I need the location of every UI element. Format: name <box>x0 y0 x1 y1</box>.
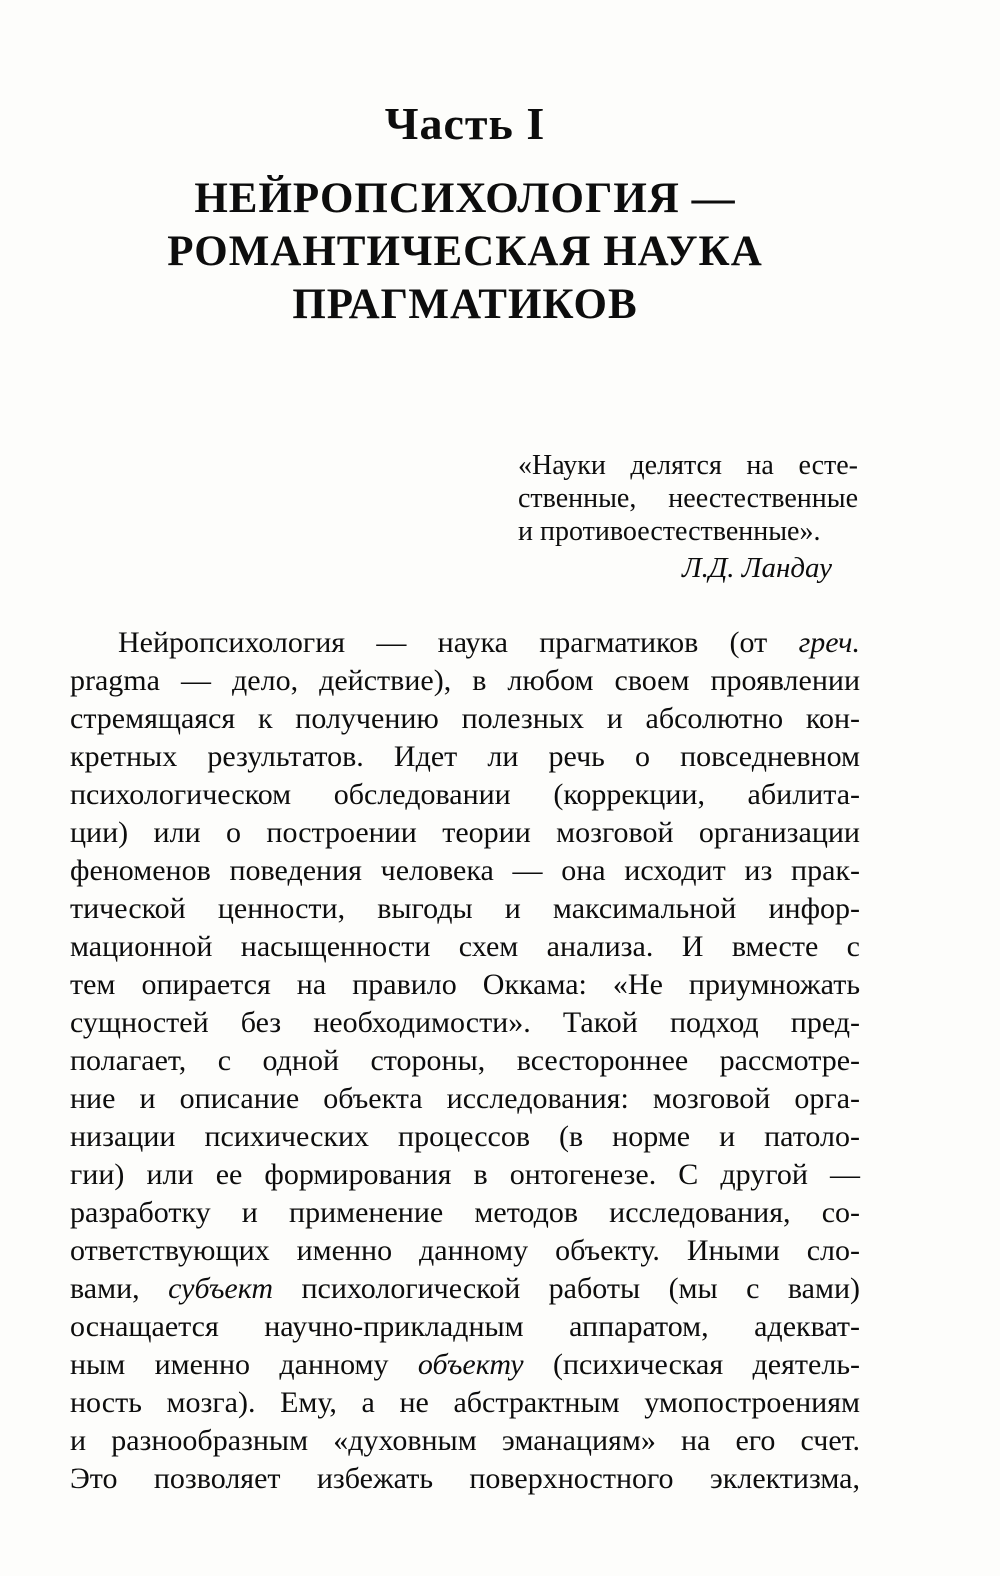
text-segment: феноменов поведения человека — она исходит из прак- <box>70 854 860 887</box>
text-line <box>70 1460 860 1498</box>
text-segment: разработку и применение методов исследования, со- <box>70 1196 860 1229</box>
text-segment: ответствующих именно данному объекту. Иными сло- <box>70 1234 860 1267</box>
chapter-title-line: НЕЙРОПСИХОЛОГИЯ — <box>194 175 736 222</box>
text-segment: ции) или о построении теории мозговой организации <box>70 816 860 849</box>
chapter-title-line: РОМАНТИЧЕСКАЯ НАУКА <box>167 228 763 275</box>
text-line <box>70 1042 860 1080</box>
text-segment: Нейропсихология — наука прагматиков (от <box>118 626 799 659</box>
text-line <box>70 1194 860 1232</box>
text-line <box>70 624 860 662</box>
chapter-title-line: ПРАГМАТИКОВ <box>292 281 638 328</box>
text-segment: низации психических процессов (в норме и патоло- <box>70 1120 860 1153</box>
text-segment: мационной насыщенности схем анализа. И вместе с <box>70 930 860 963</box>
text-segment: сущностей без необходимости». Такой подход пред- <box>70 1006 860 1039</box>
text-segment: стремящаяся к получению полезных и абсолютно кон- <box>70 702 860 735</box>
epigraph <box>518 449 858 585</box>
text-line <box>70 1004 860 1042</box>
text-line <box>70 1346 860 1384</box>
text-line <box>70 1156 860 1194</box>
text-line <box>70 738 860 776</box>
text-segment: полагает, с одной стороны, всестороннее рассмотре- <box>70 1044 860 1077</box>
text-line <box>70 1384 860 1422</box>
text-segment: тической ценности, выгоды и максимальной инфор- <box>70 892 860 925</box>
text-line <box>70 776 860 814</box>
text-segment: Это позволяет избежать поверхностного эклектизма, <box>70 1462 860 1495</box>
text-segment: гии) или ее формирования в онтогенезе. С другой — <box>70 1158 860 1191</box>
text-segment: вами, <box>70 1272 169 1305</box>
body-paragraph <box>70 624 860 1498</box>
text-line <box>70 1232 860 1270</box>
text-line <box>70 890 860 928</box>
text-segment: психологическом обследовании (коррекции, абилита- <box>70 778 860 811</box>
text-line <box>70 1422 860 1460</box>
text-segment: и разнообразным «духовным эманациям» на его счет. <box>70 1424 860 1457</box>
part-label: Часть I <box>384 98 546 149</box>
text-line <box>70 1118 860 1156</box>
text-line <box>70 928 860 966</box>
text-segment: оснащается научно-прикладным аппаратом, адекват- <box>70 1310 860 1343</box>
text-line <box>70 966 860 1004</box>
text-segment: ние и описание объекта исследования: мозговой орга- <box>70 1082 860 1115</box>
text-line <box>70 1270 860 1308</box>
italic-text-segment: субъект <box>168 1272 274 1305</box>
text-segment: психологической работы (мы с вами) <box>273 1272 860 1305</box>
text-line <box>70 700 860 738</box>
text-segment: ным именно данному <box>70 1348 418 1381</box>
text-line <box>70 852 860 890</box>
text-segment: pragma — дело, действие), в любом своем проявлении <box>70 664 860 697</box>
text-segment: (психическая деятель- <box>523 1348 860 1381</box>
text-segment: кретных результатов. Идет ли речь о повседневном <box>70 740 860 773</box>
text-line <box>70 1308 860 1346</box>
epigraph-attribution: Л.Д. Ландау <box>681 552 832 584</box>
epigraph-line: «Науки делятся на есте- <box>518 450 858 481</box>
text-segment: ность мозга). Ему, а не абстрактным умопостроениям <box>70 1386 860 1419</box>
text-line <box>70 662 860 700</box>
italic-text-segment: объекту <box>417 1348 524 1381</box>
chapter-title <box>70 172 860 331</box>
epigraph-line: и противоестественные». <box>518 516 821 547</box>
text-line <box>70 814 860 852</box>
italic-text-segment: греч. <box>798 626 860 659</box>
text-line <box>70 1080 860 1118</box>
text-segment: тем опирается на правило Оккама: «Не приумножать <box>70 968 860 1001</box>
epigraph-line: ственные, неестественные <box>518 483 858 514</box>
